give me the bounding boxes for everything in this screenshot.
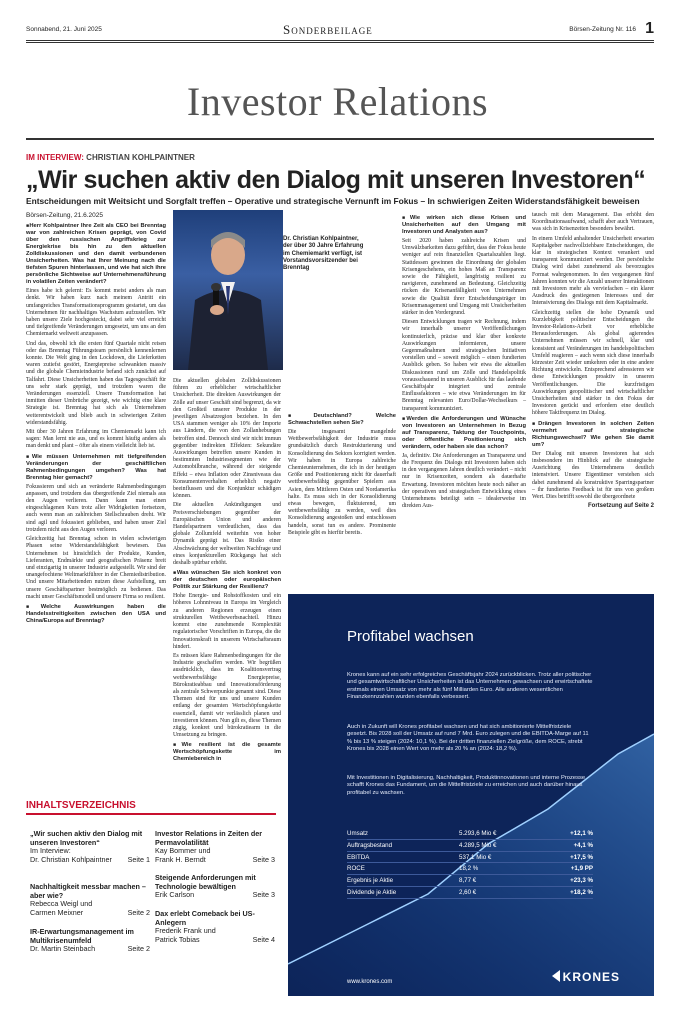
paper-issue: Börsen-Zeitung Nr. 116 xyxy=(569,26,636,33)
toc-item-author: Frederik Frank und xyxy=(155,926,216,936)
toc-item-page: Seite 4 xyxy=(252,934,275,944)
kpi-value: 8,77 € xyxy=(459,877,477,885)
paragraph: Gleichzeitig hat Brenntag schon in vielen schwierigen Phasen seine Widerstandsfähigkeit bewiesen. Das Unternehmen ist hinsichtlich der Produkte, Kunden, Lieferanten, Endmärkte und geografischen Präsenz breit und einzigartig in unserer Industrie aufgestellt. Wir sind der unangefochtene Weltmarktführer in der Chemiedistribution. Und unsere Mitarbeitenden nutzen diese Aufstellung, um unsere Geschäftspartner bestmöglich zu bedienen. Das macht unser Geschäftsmodell und unsere Firma so resilient. xyxy=(26,536,166,600)
kpi-value: 18,2 % xyxy=(459,865,479,873)
toc-rule xyxy=(26,813,276,815)
krones-logo-icon xyxy=(552,970,560,982)
kpi-label: Auftragsbestand xyxy=(347,841,393,849)
paragraph: Mit über 30 Jahren Erfahrung im Chemiemarkt kann ich sagen: Man lernt nie aus, und es kommt häufig anders als man denkt und plant – öfter als einem vielleicht lieb ist. xyxy=(26,429,166,450)
toc-item-page: Seite 3 xyxy=(252,854,275,864)
kpi-change: +1,9 PP xyxy=(570,865,593,873)
headline: „Wir suchen aktiv den Dialog mit unseren Investoren“ xyxy=(26,166,646,194)
kpi-change: +23,3 % xyxy=(570,877,593,885)
kicker-label: IM INTERVIEW: xyxy=(26,153,84,162)
question: ■ Herr Kohlpaintner Ihre Zeit als CEO bei Brenntag war von zahlreichen Krisen geprägt, von Covid über den russischen Angriffskrieg zur Energiekrise bis hin zu den aktuellen Zolldiskussionen und den damit verbundenen Unsicherheiten. Was hat Ihrer Meinung nach die tiefsten Spuren hinterlassen, und wie hat sich ihre persönliche Sichtweise auf Unternehmensführung in volatilen Zeiten verändert? xyxy=(26,223,166,286)
kpi-label: Ergebnis je Aktie xyxy=(347,877,394,885)
paragraph: Und das, obwohl ich die ersten fünf Quartale nicht reisen oder das Brenntag Führungsteam persönlich kennenlernen konnte. Die Welt ging in den Lockdown, die Lieferketten waren zutiefst gestört, Energiepreise schwankten massiv und die globale Chemieindustrie befand sich zunächst auf Talfahrt. Diese Unsicherheiten haben das Tagesgeschäft für uns sehr stark geprägt, und trotzdem waren die Veränderungen essenziell. Unsere Transformation hat inmitten dieser Umbrüche gezeigt, wie wichtig eine klare Strategie ist. Brenntag hat sich als Unternehmen weiterentwickelt und blieb auch in schwierigen Zeiten widerstandsfähig. xyxy=(26,340,166,426)
question: ■ Wie resilient ist die gesamte Wertschöpfungskette im Chemiebereich in xyxy=(173,742,281,763)
toc-item-author: Carmen Meixner xyxy=(30,907,84,917)
kpi-value: 537,1 Mio € xyxy=(459,853,492,861)
kpi-label: ROCE xyxy=(347,865,365,873)
toc-item-title: IR-Erwartungsmanagement im Multikrisenumfeld xyxy=(30,927,134,945)
continuation-note[interactable]: Fortsetzung auf Seite 2 xyxy=(587,503,654,510)
paragraph: Eines habe ich gelernt: Es kommt meist anders als man denkt. Wir haben kurz nach meinem Antritt ein umfangreiches Transformationsprogramm gestartet, um das Unternehmen für nachhaltiges Wachstum aufzustellen. Wir haben unsere Ziele hochgesteckt, dabei sehr viel erreicht und tiefgreifende Veränderungen umgesetzt, um uns an den Chemiemarkt weltweit anzupassen. xyxy=(26,288,166,338)
paragraph: Es müssen klare Rahmenbedingungen für die Industrie geschaffen werden. Wir begrüßen ausdrücklich, dass im Koalitionsvertrag wettbewerbsfähige Energiepreise, Bürokratieabbau und Innovationsförderung als zentrale Schwerpunkte genannt sind. Diese Themen sind für uns und unsere Kunden entlang der gesamten Wertschöpfungskette essenziell, damit wir verlässlich planen und investieren können. Nun gilt es, diese Themen zügig, konkret und bürokratiearm in die Umsetzung zu bringen. xyxy=(173,652,281,739)
question: ■ Wie wirken sich diese Krisen und Unsicherheiten auf den Umgang mit Investoren und Analysten aus? xyxy=(402,215,526,236)
kpi-value: 2,60 € xyxy=(459,888,477,896)
issue-date: Sonnabend, 21. Juni 2025 xyxy=(26,26,102,33)
subhead: Entscheidungen mit Weitsicht und Sorgfalt treffen – Operative und strategische Vernunft im Fokus – In schwierigen Zeiten Widerstandsfähigkeit beweisen xyxy=(26,196,640,206)
question: ■ Was wünschen Sie sich konkret von der deutschen oder europäischen Politik zur Stärkung der Resilienz? xyxy=(173,570,281,591)
toc-item-page: Seite 3 xyxy=(252,890,275,900)
toc-item-title: Investor Relations in Zeiten der Permavolatilität xyxy=(155,829,263,847)
question: ■ Drängen Investoren in solchen Zeiten vermehrt auf strategische Richtungswechsel? Wie gehen Sie damit um? xyxy=(532,421,654,449)
toc-item-sub: Im Interview: xyxy=(30,846,71,856)
toc-item-author: Rebecca Weigl und xyxy=(30,899,93,909)
ad-title: Profitabel wachsen xyxy=(347,628,474,645)
toc-item-title: „Wir suchen aktiv den Dialog mit unseren Investoren“ xyxy=(30,829,143,847)
paragraph: Die aktuellen Ankündigungen und Preisverschiebungen gegenüber der Europäischen Union und anderen Handelspartnern verdeutlichen, dass das globale Zollumfeld weiterhin von hoher Dynamik geprägt ist. Das Risiko einer Abschwächung der weltweiten Nachfrage und eines konjunkturellen Rückgangs hat sich deshalb spürbar erhöht. xyxy=(173,502,281,567)
section-title: Sonderbeilage xyxy=(283,22,373,37)
kpi-row xyxy=(347,852,593,864)
toc-item-title: Steigende Anforderungen mit Technologie bewältigen xyxy=(155,873,256,891)
masthead: Investor Relations xyxy=(186,79,489,124)
ad-paragraph: Auch in Zukunft will Krones profitabel wachsen und hat sich ambitionierte Mittelfristziele gesetzt. Bis 2028 soll der Umsatz auf rund 7 Mrd. Euro zulegen und die EBITDA-Marge auf 11 % bis 13 % steigen (2024: 10,1 %). Bei der dritten finanziellen Zielgröße, dem ROCE, strebt Krones bis 2028 einen Wert von mehr als 20 % an (2024: 18,2 %). xyxy=(347,724,589,753)
toc-item[interactable] xyxy=(155,910,275,944)
krones-logo-text: KRONES xyxy=(562,970,620,984)
toc-item[interactable] xyxy=(155,830,275,864)
question: ■ Werden die Anforderungen und Wünsche von Investoren an Unternehmen in Bezug auf Transparenz, Taktung der Touchpoints, oder öffentliche Positionierung sich verändern, oder haben sie das schon? xyxy=(402,416,526,451)
paragraph: Der Dialog mit unseren Investoren hat sich insbesondere im Hinblick auf die strategische Ausrichtung des Unternehmens deutlich intensiviert. Unsere Eigentümer verstehen sich dabei zunehmend als konstruktive Sparringspartner – ihr fundiertes Feedback ist für uns von großem Wert. Dies betrifft sowohl die übergeordnete xyxy=(532,450,654,500)
kpi-change: +12,1 % xyxy=(570,830,593,837)
paragraph: Seit 2020 haben zahlreiche Krisen und Umwälzbarkeiten dazu geführt, dass der Fokus heute weniger auf rein finanziellen Quartalszahlen liegt. Stattdessen gewinnen die Einordnung der globalen Krisengeschehens, ein hohes Maß an Transparenz sowie die Fähigkeit, langfristig resilient zu navigieren, zunehmend an Bedeutung. Gleichzeitig rücken die Krisenanfälligkeit von Unternehmen sowie die Qualität ihrer Entscheidungsträger im Krisenmanagement und Umgang mit Unsicherheiten stärker in den Vordergrund. xyxy=(402,238,526,317)
kpi-value: 4.289,5 Mio € xyxy=(459,841,497,849)
masthead-rule xyxy=(26,138,654,140)
toc-item[interactable] xyxy=(30,928,150,954)
kicker xyxy=(26,153,195,162)
kpi-label: Dividende je Aktie xyxy=(347,888,397,896)
ad-url[interactable]: www.krones.com xyxy=(347,979,393,985)
toc-item[interactable] xyxy=(155,874,275,900)
header-rule xyxy=(26,40,654,41)
kpi-row xyxy=(347,863,593,875)
paragraph: Diesen Entwicklungen tragen wir Rechnung, indem wir innerhalb unserer Veröffentlichungen kontinuierlich, präzise und klar über konkrete Auswirkungen informieren, unsere Gegenmaßnahmen und strategischen Initiativen vorstellen und – soweit möglich – einen fundierten Ausblick geben. So haben wir etwa die aktuellen Diskussionen rund um Zölle und Handelspolitik vorausschauend in unseren Ausblick für das laufende Geschäftsjahr integriert und zentrale Einflussfaktoren – wie etwa Veränderungen im für Brenntag relevanten Euro/Dollar-Wechselkurs – transparent kommuniziert. xyxy=(402,319,526,412)
kpi-row xyxy=(347,875,593,887)
photo-caption: Dr. Christian Kohlpaintner, der über 30 Jahre Erfahrung im Chemiemarkt verfügt, ist Vorstandsvorsitzender bei Brenntag xyxy=(283,236,364,272)
toc-item[interactable] xyxy=(30,830,150,864)
toc-item-author: Kay Bommer und xyxy=(155,846,211,856)
toc-item[interactable] xyxy=(30,883,150,917)
kpi-value: 5.293,6 Mio € xyxy=(459,830,497,837)
kpi-change: +18,2 % xyxy=(570,888,593,896)
toc-item-author: Frank H. Berndt xyxy=(155,854,206,864)
portrait-illustration-icon xyxy=(173,210,283,370)
kpi-change: +17,5 % xyxy=(570,853,593,861)
toc-item-page: Seite 1 xyxy=(127,854,150,864)
paragraph: In einem Umfeld anhaltender Unsicherheit erwarten Kapitalgeber nachvollziehbare Entscheidungen, die klar in strategischen Kontext verankert und transparent kommuniziert werden. Der persönliche Dialog wird dabei zunehmend als bevorzugtes Format wahrgenommen. In den vergangenen fünf Jahren konnten wir die Anzahl unserer Interaktionen mit Investoren mehr als verviefachen – ein klarer Ausdruck des gestiegenen Interesses und der Intensivierung des Dialogs mit dem Kapitalmarkt. xyxy=(532,235,654,307)
header-rule-2 xyxy=(26,42,654,43)
kicker-name: CHRISTIAN KOHLPAINTNER xyxy=(86,153,195,162)
ad-paragraph: Mit Investitionen in Digitalisierung, Nachhaltigkeit, Produktinnovationen und interne Prozesse schafft Krones das Fundament, um die Mittelfristziele zu erreichen und auch darüber hinaus profitabel zu wachsen. xyxy=(347,775,586,796)
toc-item-title: Dax erlebt Comeback bei US-Anlegern xyxy=(155,909,255,927)
article-column-3 xyxy=(288,410,396,539)
toc-item-author: Patrick Tobias xyxy=(155,934,200,944)
toc-item-author: Erik Carlson xyxy=(155,890,195,900)
portrait-photo xyxy=(173,210,283,370)
kpi-row xyxy=(347,840,593,852)
paragraph: Hohe Energie- und Rohstoffkosten und ein höheres Lohnniveau in Europa im Vergleich zu anderen Regionen erzeugen einen strukturellen Wettbewerbsnachteil. Hinzu kommt eine zunehmende Komplexität regulatorischer Vorschriften in Europa, die die Innovationskraft in unserem Wirtschaftsraum hindert. xyxy=(173,593,281,650)
toc-item-author: Dr. Martin Steinbach xyxy=(30,944,96,954)
question: ■ Deutschland? Welche Schwachstellen sehen Sie? xyxy=(288,413,396,427)
toc-item-title: Nachhaltigkeit messbar machen – aber wie? xyxy=(30,882,146,900)
ad-kpi-table xyxy=(347,828,593,899)
kpi-label: Umsatz xyxy=(347,830,368,837)
page-header xyxy=(26,22,654,38)
kpi-change: +4,1 % xyxy=(573,841,593,849)
paragraph: Fokussieren und sich an veränderte Rahmenbedingungen anpassen, und trotzdem das übergreifende Ziel niemals aus den Augen verlieren. Dann kann man einen eingeschlagenen Kurs trotz aller Widrigkeiten fortsetzen, auch wenn man an zahlreichen Stellschrauben dreht. Wir sind agil und fokussiert geblieben, und haben unser Ziel trotzdem nicht aus den Augen verloren. xyxy=(26,483,166,533)
article-column-1 xyxy=(26,212,166,627)
kpi-row xyxy=(347,887,593,899)
byline: Börsen-Zeitung, 21.6.2025 xyxy=(26,212,103,219)
paragraph: Die aktuellen globalen Zolldiskussionen führen zu erheblicher wirtschaftlicher Unsicherheit. Die direkten Auswirkungen der Zölle auf unser Geschäft sind begrenzt, da wir den Großteil unserer Produkte in der jeweiligen Absatzregion beziehen. In den USA stammen weniger als 10% der Importe aus Ländern, die von den Zollanhebungen betroffen sind. Dennoch sind wir nicht immun gegenüber indirekten Effekten: Sekundäre Auswirkungen betreffen unsere Kunden in bestimmten Industriesegmenten wie der Automobilbranche, während der steigende Effekt – etwa Inflation oder Zinsniveaus das Konsumentenverhalten erheblich negativ beeinflussen und die Konjunktur schädigen können. xyxy=(173,378,281,500)
paragraph: Die insgesamt mangelnde Wettbewerbsfähigkeit der Industrie muss grundsätzlich durch Restrukturierung und Konsolidierung des Sektors korrigiert werden. Wir haben in Europa zahlreiche Chemieunternehmen, die ich in der heutigen Größe und Positionierung nicht für dauerhaft wettbewerbsfähig gegenüber Spielern aus Asien, dem Mittleren Osten und Nordamerika halte. Es muss sich in der Konsolidierung etwas bewegen, fluktuierend, um wettbewerbsfähig zu werden, weil dies Konsolidierung angestoßen und entschlossen handeln, sonst tun es andere. Prominente Beispiele gibt es hierfür bereits. xyxy=(288,429,396,536)
article-column-2 xyxy=(173,378,281,765)
paragraph: Ja, definitiv. Die Anforderungen an Transparenz und die Frequenz des Dialogs mit Investoren haben sich in den vergangenen Jahren deutlich verändert – nicht nur in Krisenzeiten, sondern als dauerhafte Erwartung. Investoren möchten heute noch näher an der operativen und strategischen Entwicklung eines Unternehmens beteiligt sein – idealerweise im direkten Aus- xyxy=(402,452,526,510)
article-column-4 xyxy=(402,212,526,513)
ad-paragraph: Krones kann auf ein sehr erfolgreiches Geschäftsjahr 2024 zurückblicken. Trotz aller politischer und gesamtwirtschaftlicher Unsicherheiten ist das Unternehmen gewachsen und erwirtschaftete erstmals einen Umsatz von mehr als fünf Milliarden Euro. Alle anderen wesentlichen Finanzkennzahlen wurden ebenfalls verbessert. xyxy=(347,672,593,701)
toc-item-page: Seite 2 xyxy=(127,907,150,917)
toc-item-page: Seite 2 xyxy=(127,944,150,954)
kpi-label: EBITDA xyxy=(347,853,370,861)
question: ■ Wie müssen Unternehmen mit tiefgreifenden Veränderungen der geschäftlichen Rahmenbedingungen umgehen? Was hat Brenntag hier gemacht? xyxy=(26,454,166,482)
article-column-5 xyxy=(532,212,654,510)
paragraph: Gleichzeitig stellen die hohe Dynamik und Kurzlebigkeit politischer Entscheidungen die Investor-Relations-Arbeit vor erhebliche Herausforderungen. Als global agierendes Unternehmen müssen wir schnell, klar und konsistent auf Veränderungen im handelspolitischen Umfeld reagieren – auch wenn sich diese innerhalb kürzester Zeit wieder umkehren oder in eine andere Richtung entwickeln. Entsprechend adressieren wir diese Entwicklungen proaktiv in unseren Veröffentlichungen. Die kurzfristigen Auswirkungen geopolitischer und wirtschaftlicher Unsicherheiten sind stärker in den Fokus der Investoren gerückt und erfordern eine deutlich höhere Taktfrequenz im Dialog. xyxy=(532,309,654,417)
krones-logo xyxy=(552,970,620,984)
krones-advertisement[interactable] xyxy=(288,594,654,996)
page-number: 1 xyxy=(645,20,654,37)
toc-title: INHALTSVERZEICHNIS xyxy=(26,800,136,811)
paragraph: tausch mit dem Management. Das erhöht den Koordinationsaufwand, schafft aber auch Vertrauen, was sich in Krisenzeiten besonders bewährt. xyxy=(532,212,654,233)
question: ■ Welche Auswirkungen haben die Handelsstreitigkeiten zwischen den USA und China/Europa auf Brenntag? xyxy=(26,604,166,625)
toc-item-author: Dr. Christian Kohlpaintner xyxy=(30,854,112,864)
kpi-row xyxy=(347,828,593,840)
